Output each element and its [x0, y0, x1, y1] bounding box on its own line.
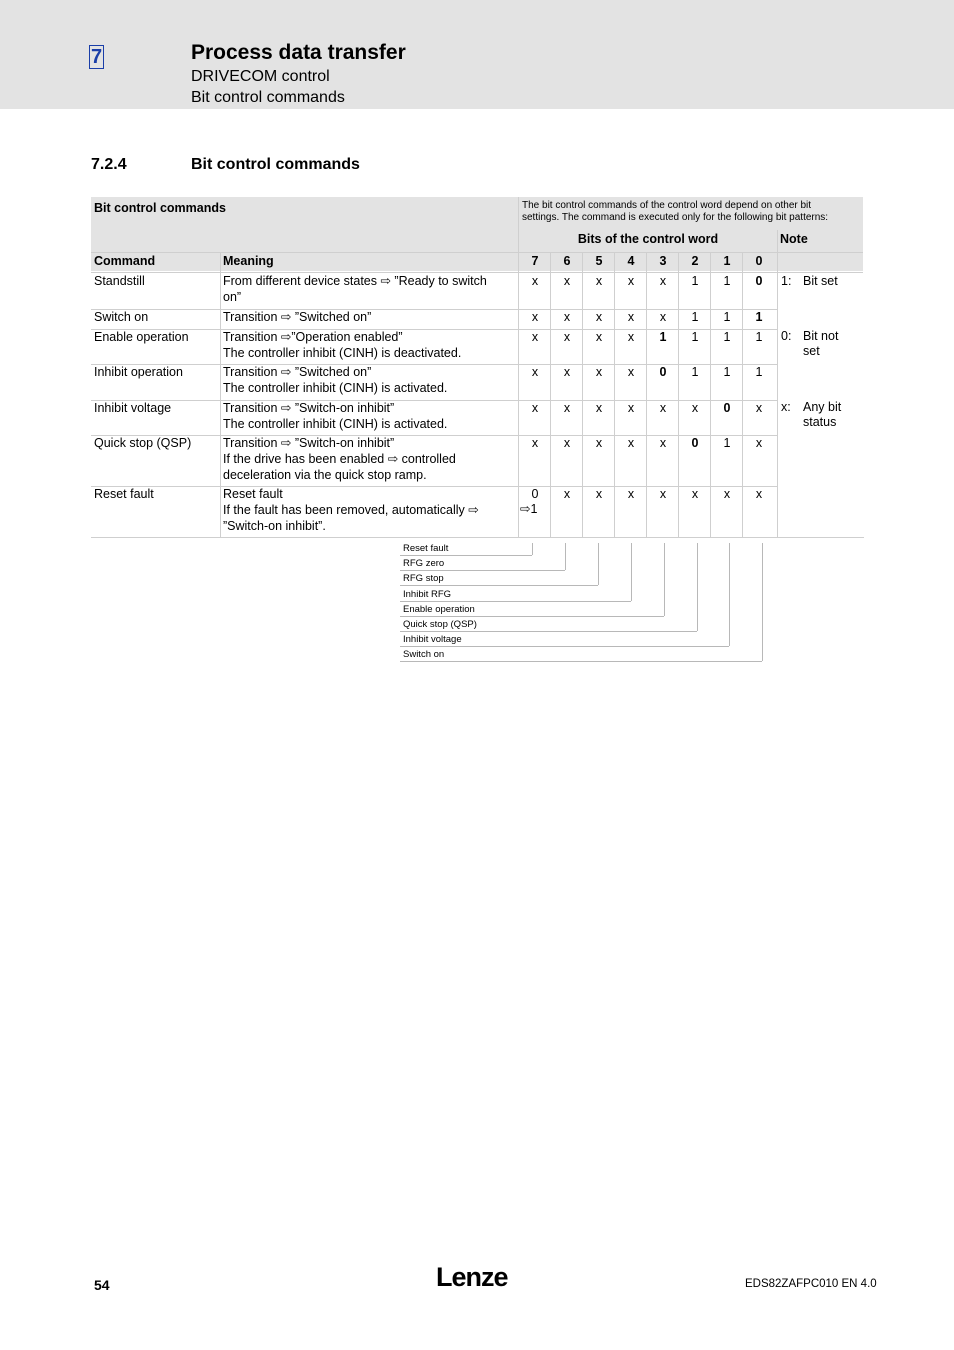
bit-legend-pointer	[532, 543, 533, 555]
bit-legend-label: Quick stop (QSP)	[403, 619, 477, 630]
bit-col-rule	[646, 253, 647, 537]
section-title: Bit control commands	[191, 156, 360, 173]
section-number: 7.2.4	[91, 156, 127, 173]
meaning-cell-line: The controller inhibit (CINH) is activated.	[223, 417, 448, 431]
bit-cell: x	[691, 401, 699, 415]
bit-cell: x	[659, 274, 667, 288]
bit-col-rule	[614, 253, 615, 537]
meaning-cell-line: on”	[223, 290, 242, 304]
bit-cell: 1	[755, 365, 763, 379]
bit-legend-pointer	[762, 543, 763, 661]
bit-cell: x	[595, 274, 603, 288]
bit-legend-label: Switch on	[403, 649, 445, 661]
note-key: 0:	[781, 329, 792, 343]
bit-legend-pointer	[631, 543, 632, 601]
note-text: set	[803, 344, 820, 358]
bit-cell: x	[659, 401, 667, 415]
table-caption: Bit control commands	[94, 201, 226, 215]
command-cell: Inhibit voltage	[94, 401, 172, 415]
bit-cell: 1	[723, 330, 731, 344]
meaning-cell-line: If the drive has been enabled ⇨ controlled	[223, 452, 456, 466]
bit-cell: x	[531, 330, 539, 344]
bit-cell: x	[563, 401, 571, 415]
bit-header-0: 0	[755, 254, 763, 268]
bit-cell: x	[691, 487, 699, 501]
meaning-cell-line: Transition ⇨ ”Switch-on inhibit”	[223, 436, 395, 450]
table-intro-line: The bit control commands of the control word depend on other bit	[522, 200, 812, 211]
bit-legend-label: Enable operation	[403, 603, 475, 615]
bit-cell: x	[563, 365, 571, 379]
bit-legend-label: RFG zero	[403, 558, 445, 570]
bit-cell: x	[595, 401, 603, 415]
bit-cell: x	[531, 436, 539, 450]
row-rule	[91, 486, 777, 487]
header-subtitle-1: DRIVECOM control	[191, 68, 330, 85]
bit-header-5: 5	[595, 254, 603, 268]
bit-legend-pointer	[565, 543, 566, 570]
meaning-cell-line: Reset fault	[223, 487, 283, 501]
meaning-cell-line: Transition ⇨ ”Switch-on inhibit”	[223, 401, 395, 415]
page-header	[0, 0, 954, 109]
bit-legend-pointer	[664, 543, 665, 616]
col-rule	[220, 253, 221, 537]
col-rule	[518, 197, 519, 537]
bit-cell: x	[755, 436, 763, 450]
rule	[91, 272, 863, 273]
bit-cell: x	[563, 310, 571, 324]
bit-cell: 1	[723, 274, 731, 288]
bit-cell: 0	[659, 365, 667, 379]
bit-cell: 1	[691, 310, 699, 324]
command-cell: Enable operation	[94, 330, 189, 344]
bit-cell: x	[531, 274, 539, 288]
bit-cell: x	[627, 330, 635, 344]
bit-header-6: 6	[563, 254, 571, 268]
bit-col-rule	[742, 253, 743, 537]
bit-cell: x	[627, 365, 635, 379]
bit-cell: x	[563, 274, 571, 288]
bit-cell: x	[627, 310, 635, 324]
meaning-cell-line: The controller inhibit (CINH) is deactivated.	[223, 346, 462, 360]
bit-cell: x	[659, 487, 667, 501]
bit-legend-leader	[400, 661, 762, 662]
bit-cell: x	[595, 310, 603, 324]
bit-legend-pointer	[697, 543, 698, 631]
note-key: x:	[781, 400, 791, 414]
bit-cell: x	[627, 487, 635, 501]
row-rule	[91, 329, 777, 330]
bit-cell: x	[595, 487, 603, 501]
bit-legend-leader	[400, 555, 532, 556]
bit-cell: 0	[691, 436, 699, 450]
lenze-logo: Lenze	[436, 1262, 508, 1292]
bit-cell: 1	[691, 365, 699, 379]
bit-header-4: 4	[627, 254, 635, 268]
chapter-number: 7	[90, 46, 103, 68]
command-cell: Standstill	[94, 274, 145, 288]
bit-cell: 1	[723, 310, 731, 324]
bits-header: Bits of the control word	[577, 232, 719, 246]
bit-cell: x	[659, 310, 667, 324]
bit-cell: x	[563, 487, 571, 501]
note-header: Note	[780, 232, 808, 246]
meaning-cell-line: deceleration via the quick stop ramp.	[223, 468, 427, 482]
meaning-cell-line: The controller inhibit (CINH) is activated.	[223, 381, 448, 395]
note-text: Bit not	[803, 329, 839, 343]
bit-col-rule	[582, 253, 583, 537]
bit-legend-label: RFG stop	[403, 573, 444, 585]
bit-cell: x	[595, 436, 603, 450]
bit-header-7: 7	[531, 254, 539, 268]
bit-cell: 0	[531, 487, 539, 501]
bit-legend-leader	[400, 631, 697, 632]
row-rule	[91, 435, 777, 436]
meaning-cell-line: Transition ⇨ ”Switched on”	[223, 310, 372, 324]
bit-cell: x	[755, 401, 763, 415]
command-cell: Quick stop (QSP)	[94, 436, 192, 450]
document-reference: EDS82ZAFPC010 EN 4.0	[745, 1278, 877, 1290]
table-bottom-rule	[91, 537, 864, 538]
meaning-cell-line: If the fault has been removed, automatically ⇨	[223, 503, 479, 517]
bit-legend-pointer	[729, 543, 730, 646]
bit-legend-leader	[400, 601, 631, 602]
bit-cell: x	[531, 365, 539, 379]
meaning-header: Meaning	[223, 254, 274, 268]
bit-cell: x	[659, 436, 667, 450]
command-header: Command	[94, 254, 156, 268]
bit-legend-label: Inhibit RFG	[403, 588, 452, 600]
bit-cell: 1	[755, 310, 763, 324]
bit-legend-label: Inhibit voltage	[403, 634, 462, 646]
bit-legend-leader	[400, 646, 729, 647]
bit-header-1: 1	[723, 254, 731, 268]
command-cell: Reset fault	[94, 487, 154, 501]
bit-cell: 1	[723, 365, 731, 379]
bit-col-rule	[678, 253, 679, 537]
bit-cell: 1	[691, 274, 699, 288]
note-text: Bit set	[803, 274, 838, 288]
bit-cell: x	[627, 436, 635, 450]
bit-legend-pointer	[598, 543, 599, 585]
bit-header-3: 3	[659, 254, 667, 268]
bit-cell: x	[531, 310, 539, 324]
bit-cell: 1	[723, 436, 731, 450]
bit-cell: 1	[659, 330, 667, 344]
bit-cell: x	[723, 487, 731, 501]
bit-cell: x	[563, 436, 571, 450]
bit-cell: x	[595, 365, 603, 379]
bit-legend-leader	[400, 585, 598, 586]
bit-col-rule	[710, 253, 711, 537]
header-subtitle-2: Bit control commands	[191, 89, 345, 106]
meaning-cell-line: Transition ⇨ ”Switched on”	[223, 365, 372, 379]
bit-legend-leader	[400, 570, 565, 571]
col-rule	[777, 230, 778, 537]
bit-cell: 1	[755, 330, 763, 344]
meaning-cell-line: ”Switch-on inhibit”.	[223, 519, 326, 533]
command-cell: Inhibit operation	[94, 365, 183, 379]
bit-cell: x	[595, 330, 603, 344]
bit-cell-transition: ⇨1	[520, 502, 538, 516]
bit-cell: x	[627, 401, 635, 415]
note-text: Any bit	[803, 400, 842, 414]
row-rule	[91, 309, 777, 310]
bit-cell: x	[563, 330, 571, 344]
rule	[91, 252, 863, 253]
meaning-cell-line: Transition ⇨”Operation enabled”	[223, 330, 403, 344]
note-text: status	[803, 415, 837, 429]
bit-cell: 0	[755, 274, 763, 288]
bit-legend-leader	[400, 616, 664, 617]
command-cell: Switch on	[94, 310, 149, 324]
row-rule	[91, 364, 777, 365]
bit-cell: x	[627, 274, 635, 288]
bit-cell: 1	[691, 330, 699, 344]
bit-col-rule	[550, 253, 551, 537]
note-key: 1:	[781, 274, 792, 288]
bit-legend-label: Reset fault	[403, 543, 449, 554]
bit-cell: x	[531, 401, 539, 415]
chapter-title: Process data transfer	[191, 41, 406, 64]
bit-header-2: 2	[691, 254, 699, 268]
bit-cell: 0	[723, 401, 731, 415]
table-intro-line: settings. The command is executed only for the following bit patterns:	[522, 212, 829, 223]
row-rule	[91, 400, 777, 401]
bit-cell: x	[755, 487, 763, 501]
meaning-cell-line: From different device states ⇨ ”Ready to switch	[223, 274, 487, 288]
page-number: 54	[94, 1277, 110, 1293]
